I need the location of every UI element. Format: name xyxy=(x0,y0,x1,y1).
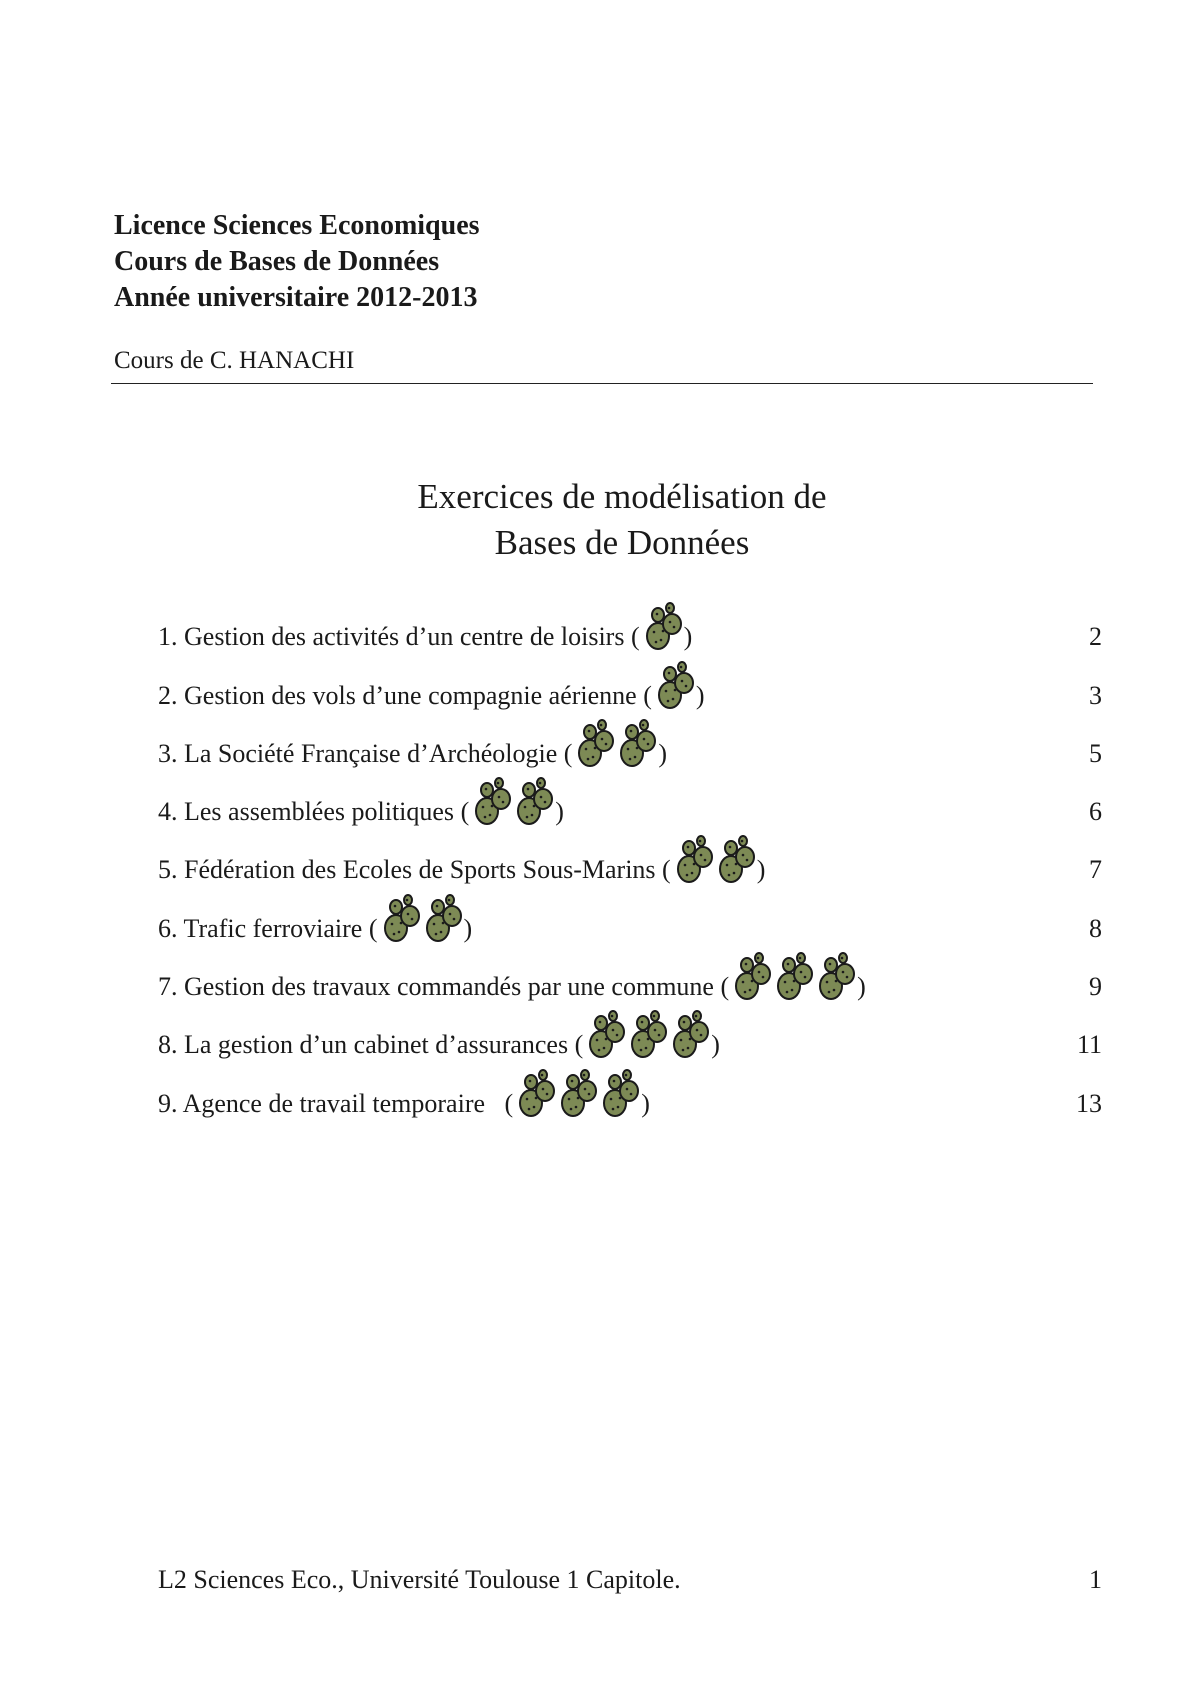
cactus-icon xyxy=(584,1008,628,1060)
difficulty-open-paren: ( xyxy=(504,1088,514,1118)
toc-entry-title: 4. Les assemblées politiques xyxy=(158,797,461,827)
difficulty-rating xyxy=(730,950,856,1002)
toc-entry-title: 1. Gestion des activités d’un centre de loisirs xyxy=(158,622,631,652)
toc-entry-page: 13 xyxy=(1076,1088,1102,1118)
cactus-icon xyxy=(598,1067,642,1119)
toc-entry[interactable] xyxy=(158,602,1102,660)
difficulty-open-paren: ( xyxy=(574,1030,584,1060)
course-name: Cours de Bases de Données xyxy=(114,246,440,277)
toc-entry-label xyxy=(158,892,472,944)
difficulty-close-paren: ) xyxy=(756,855,766,885)
toc-entry[interactable] xyxy=(158,777,1102,835)
difficulty-rating xyxy=(514,1067,640,1119)
table-of-contents xyxy=(158,602,1102,1127)
toc-entry[interactable] xyxy=(158,719,1102,777)
document-title-line-2: Bases de Données xyxy=(494,523,750,562)
difficulty-close-paren: ) xyxy=(695,680,705,710)
difficulty-close-paren: ) xyxy=(555,797,564,827)
difficulty-open-paren: ( xyxy=(720,972,730,1002)
cactus-icon xyxy=(379,892,423,944)
difficulty-close-paren: ) xyxy=(641,1088,650,1118)
toc-entry-title: 8. La gestion d’un cabinet d’assurances xyxy=(158,1030,575,1060)
difficulty-rating xyxy=(653,659,695,711)
toc-entry-page: 2 xyxy=(1089,622,1102,652)
course-program: Licence Sciences Economiques xyxy=(114,210,480,241)
toc-entry-title: 3. La Société Française d’Archéologie xyxy=(158,738,564,768)
footer-institution: L2 Sciences Eco., Université Toulouse 1 Capitole. xyxy=(158,1565,681,1594)
toc-entry[interactable] xyxy=(158,1068,1102,1126)
course-author: Cours de C. HANACHI xyxy=(114,347,355,374)
toc-entry-page: 6 xyxy=(1089,797,1102,827)
difficulty-close-paren: ) xyxy=(711,1030,720,1060)
cactus-icon xyxy=(573,717,617,769)
toc-entry-label xyxy=(158,600,692,652)
cactus-icon xyxy=(512,775,556,827)
cactus-icon xyxy=(772,950,816,1002)
difficulty-rating xyxy=(672,833,756,885)
document-title-line-1: Exercices de modélisation de xyxy=(417,477,827,516)
toc-entry-label xyxy=(158,775,564,827)
difficulty-close-paren: ) xyxy=(857,972,866,1002)
difficulty-close-paren: ) xyxy=(658,738,668,768)
toc-entry[interactable] xyxy=(158,893,1102,951)
toc-entry[interactable] xyxy=(158,1010,1102,1068)
toc-entry-title: 9. Agence de travail temporaire xyxy=(158,1088,505,1118)
toc-entry-page: 7 xyxy=(1089,855,1102,885)
difficulty-rating xyxy=(584,1008,710,1060)
toc-entry-title: 6. Trafic ferroviaire xyxy=(158,913,369,943)
toc-entry-title: 2. Gestion des vols d’une compagnie aérienne xyxy=(158,680,644,710)
cactus-icon xyxy=(814,950,858,1002)
cactus-icon xyxy=(421,892,465,944)
cactus-icon xyxy=(641,600,685,652)
toc-entry-label xyxy=(158,1008,720,1060)
difficulty-close-paren: ) xyxy=(463,913,473,943)
toc-entry-page: 5 xyxy=(1089,738,1102,768)
toc-entry-page: 9 xyxy=(1089,972,1102,1002)
cactus-icon xyxy=(514,1067,558,1119)
cactus-icon xyxy=(668,1008,712,1060)
header-divider xyxy=(111,383,1093,384)
footer-page-number: 1 xyxy=(1089,1565,1102,1594)
toc-entry-label xyxy=(158,1067,650,1119)
difficulty-rating xyxy=(641,600,683,652)
cactus-icon xyxy=(714,833,758,885)
toc-entry-page: 8 xyxy=(1089,913,1102,943)
difficulty-open-paren: ( xyxy=(368,913,378,943)
difficulty-open-paren: ( xyxy=(630,622,640,652)
difficulty-rating xyxy=(573,717,657,769)
cactus-icon xyxy=(615,717,659,769)
toc-entry-label xyxy=(158,833,765,885)
difficulty-close-paren: ) xyxy=(683,622,693,652)
cactus-icon xyxy=(730,950,774,1002)
difficulty-open-paren: ( xyxy=(460,797,470,827)
toc-entry-label xyxy=(158,950,866,1002)
difficulty-rating xyxy=(379,892,463,944)
course-header xyxy=(114,208,480,316)
difficulty-open-paren: ( xyxy=(643,680,652,710)
toc-entry-page: 11 xyxy=(1076,1030,1102,1060)
toc-entry-title: 7. Gestion des travaux commandés par une commune xyxy=(158,972,721,1002)
toc-entry[interactable] xyxy=(158,952,1102,1010)
toc-entry-page: 3 xyxy=(1089,680,1102,710)
cactus-icon xyxy=(556,1067,600,1119)
academic-year: Année universitaire 2012-2013 xyxy=(114,282,478,313)
cactus-icon xyxy=(653,659,697,711)
difficulty-open-paren: ( xyxy=(563,738,573,768)
toc-entry-label xyxy=(158,659,705,711)
toc-entry[interactable] xyxy=(158,660,1102,718)
difficulty-rating xyxy=(470,775,554,827)
toc-entry-title: 5. Fédération des Ecoles de Sports Sous-Marins xyxy=(158,855,663,885)
cactus-icon xyxy=(626,1008,670,1060)
toc-entry-label xyxy=(158,717,667,769)
cactus-icon xyxy=(672,833,716,885)
difficulty-open-paren: ( xyxy=(662,855,671,885)
toc-entry[interactable] xyxy=(158,835,1102,893)
cactus-icon xyxy=(470,775,514,827)
